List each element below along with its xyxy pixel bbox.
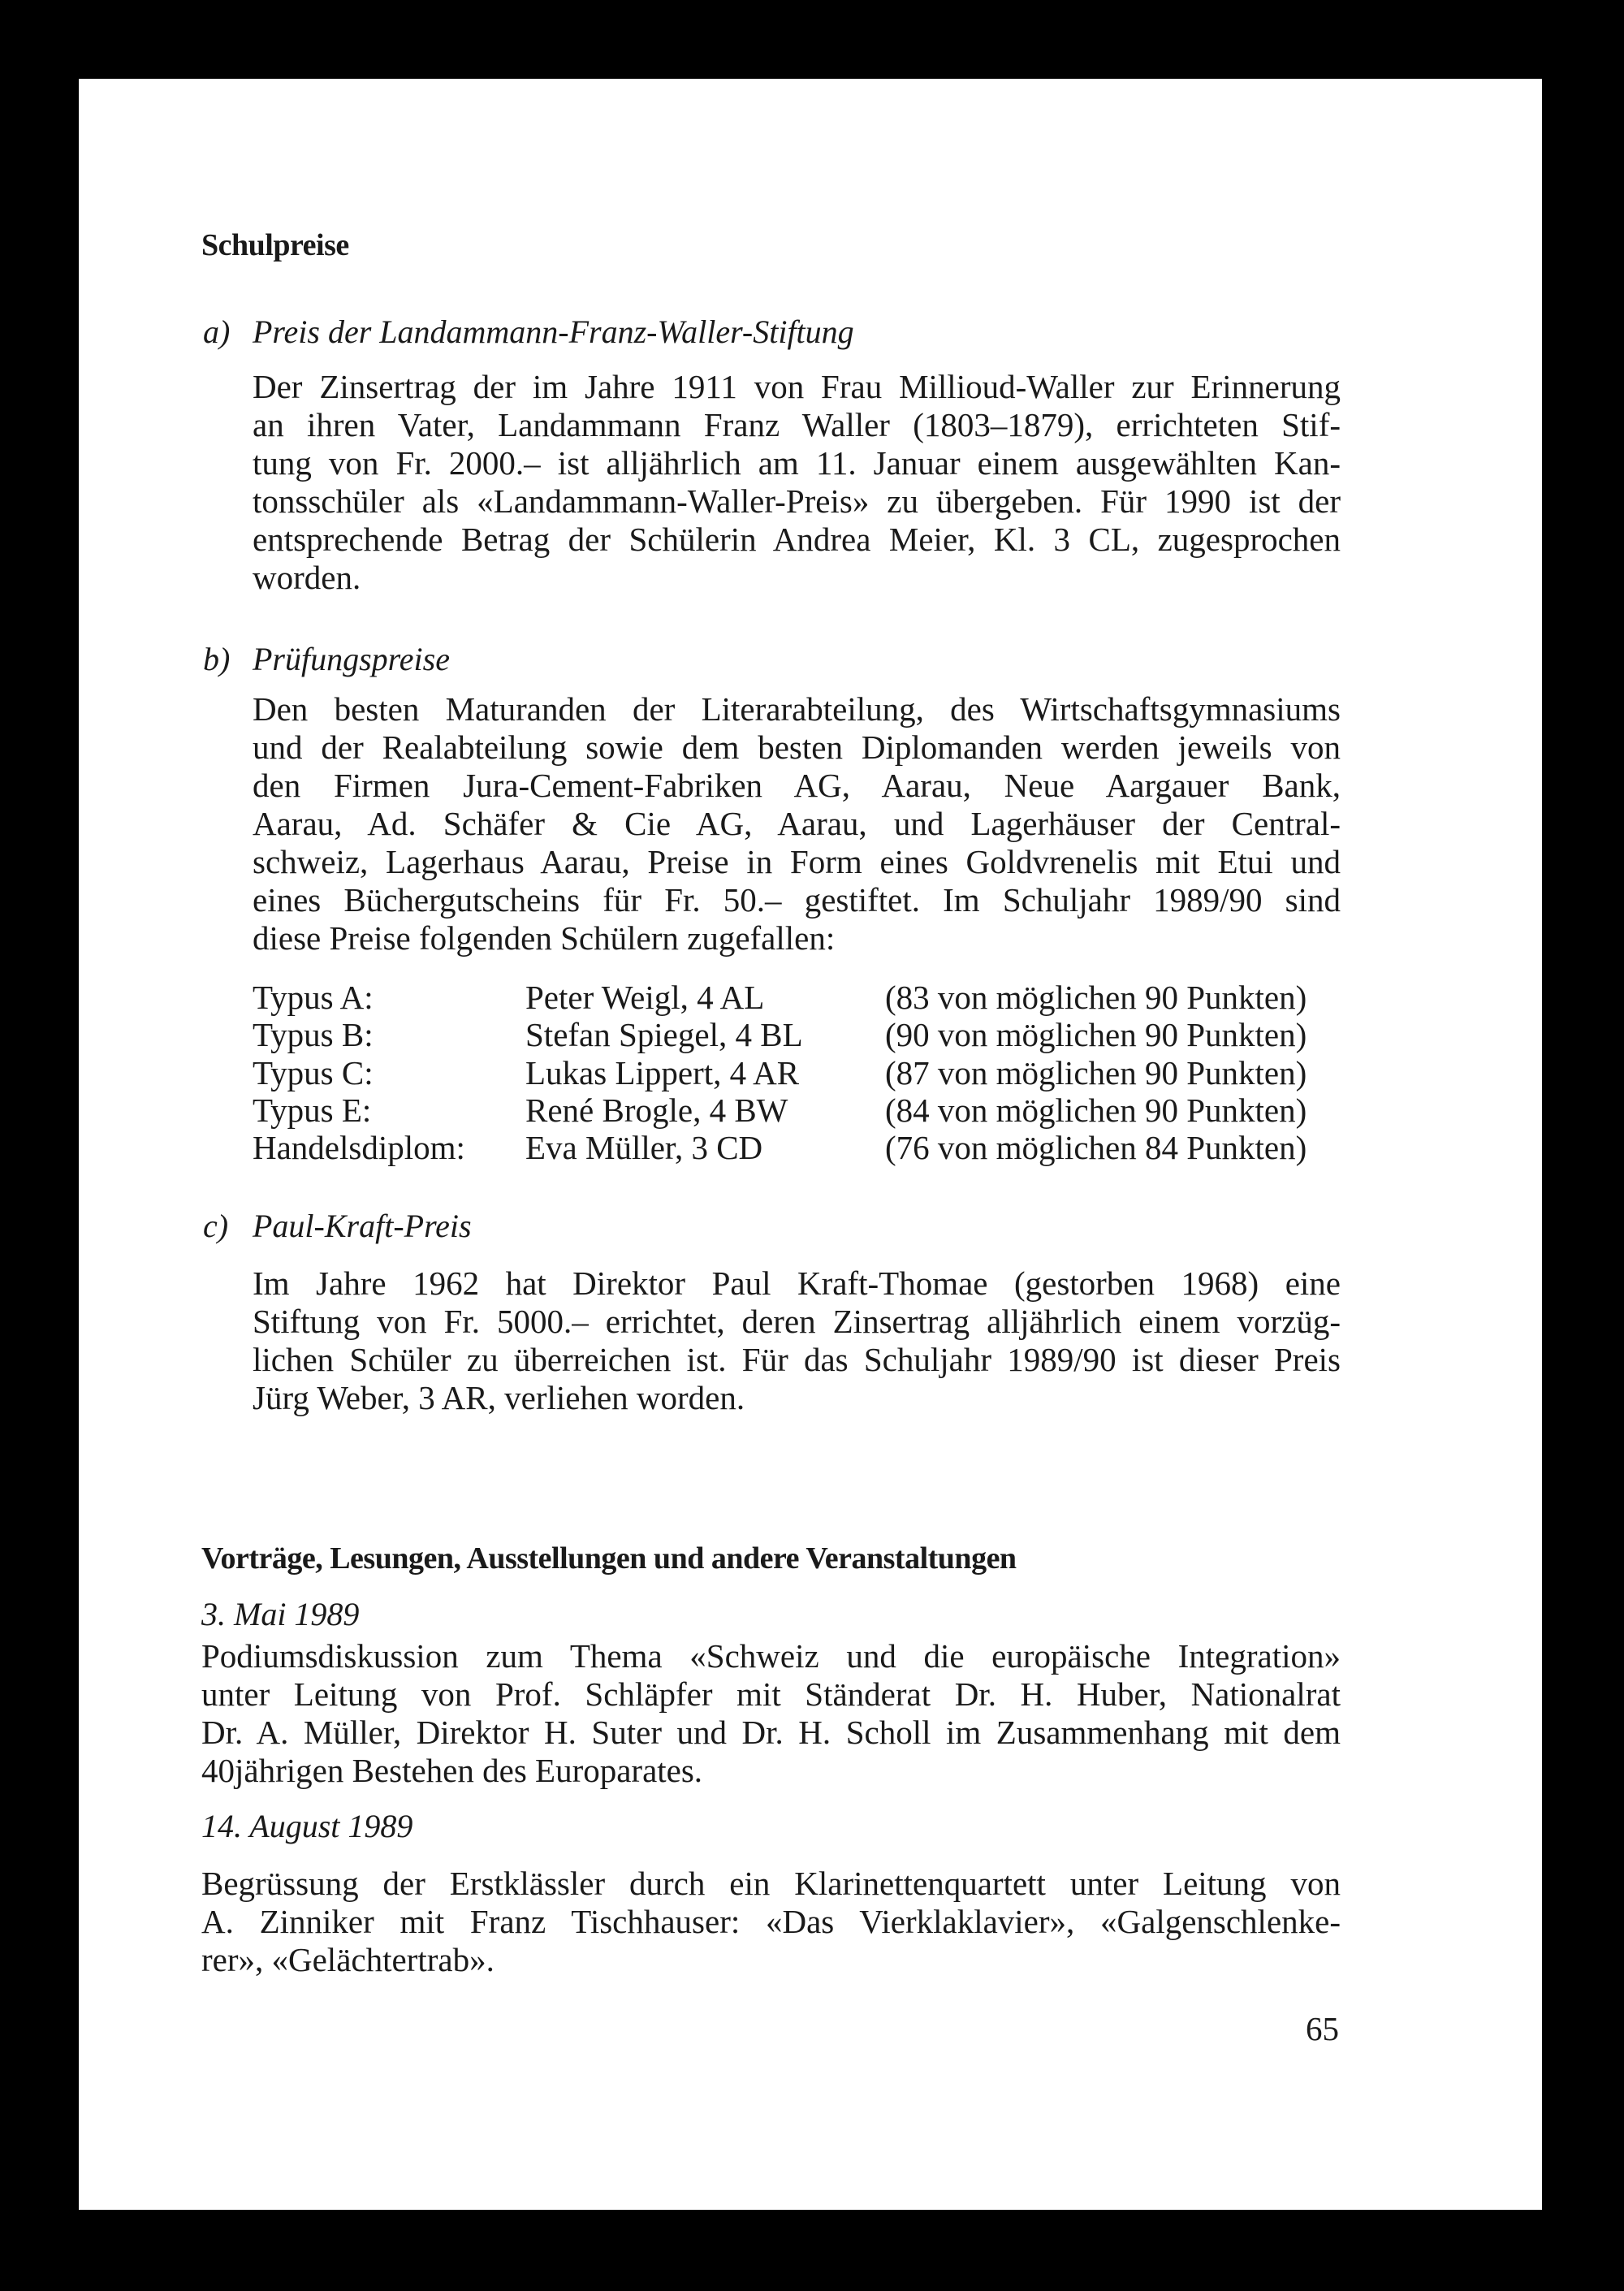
text-line: worden. — [253, 559, 361, 596]
section-heading-veranstaltungen: Vorträge, Lesungen, Ausstellungen und andere Veranstaltungen — [201, 1541, 1017, 1576]
winner-score: (83 von möglichen 90 Punkten) — [885, 979, 1307, 1016]
paragraph-c — [253, 1264, 1341, 1417]
text-line: entsprechende Betrag der Schülerin Andrea Meier, Kl. 3 CL, zugesprochen — [253, 521, 1341, 558]
paragraph-b — [253, 690, 1341, 957]
subsection-c-title: Paul-Kraft-Preis — [253, 1208, 472, 1244]
paragraph-a — [253, 368, 1341, 597]
section-heading-schulpreise: Schulpreise — [201, 228, 349, 262]
winner-score: (76 von möglichen 84 Punkten) — [885, 1129, 1307, 1167]
page-number: 65 — [1306, 2010, 1339, 2047]
winner-type: Typus E: — [253, 1091, 372, 1129]
winner-name: René Brogle, 4 BW — [525, 1091, 788, 1129]
text-line: diese Preise folgenden Schülern zugefallen: — [253, 919, 836, 957]
winner-score: (84 von möglichen 90 Punkten) — [885, 1091, 1307, 1129]
text-line: den Firmen Jura-Cement-Fabriken AG, Aarau, Neue Aargauer Bank, — [253, 767, 1341, 804]
winner-type: Typus A: — [253, 979, 374, 1016]
text-line: Im Jahre 1962 hat Direktor Paul Kraft-Thomae (gestorben 1968) eine — [253, 1264, 1341, 1302]
subsection-a-marker: a) — [203, 313, 231, 350]
text-line: tung von Fr. 2000.– ist alljährlich am 11. Januar einem ausgewählten Kan- — [253, 444, 1341, 482]
event-description — [201, 1637, 1341, 1790]
text-line: unter Leitung von Prof. Schläpfer mit Ständerat Dr. H. Huber, Nationalrat — [201, 1675, 1341, 1713]
event-date: 14. August 1989 — [201, 1808, 413, 1844]
subsection-a-title: Preis der Landammann-Franz-Waller-Stiftung — [253, 313, 854, 350]
text-line: an ihren Vater, Landammann Franz Waller (1803–1879), errichteten Stif- — [253, 406, 1341, 443]
text-line: eines Büchergutscheins für Fr. 50.– gestiftet. Im Schuljahr 1989/90 sind — [253, 881, 1341, 919]
winner-type: Handelsdiplom: — [253, 1129, 465, 1167]
text-line: 40jährigen Bestehen des Europarates. — [201, 1752, 703, 1789]
subsection-b-marker: b) — [203, 641, 231, 677]
winner-score: (87 von möglichen 90 Punkten) — [885, 1053, 1307, 1091]
text-line: schweiz, Lagerhaus Aarau, Preise in Form eines Goldvrenelis mit Etui und — [253, 843, 1341, 880]
subsection-c-marker: c) — [203, 1208, 229, 1244]
text-line: und der Realabteilung sowie dem besten Diplomanden werden jeweils von — [253, 728, 1341, 766]
winner-score: (90 von möglichen 90 Punkten) — [885, 1016, 1307, 1054]
event-date: 3. Mai 1989 — [201, 1596, 360, 1632]
text-line: Aarau, Ad. Schäfer & Cie AG, Aarau, und Lagerhäuser der Central- — [253, 805, 1341, 842]
winner-name: Eva Müller, 3 CD — [525, 1129, 763, 1167]
event-description — [201, 1865, 1341, 1979]
winner-type: Typus B: — [253, 1016, 374, 1054]
subsection-b-title: Prüfungspreise — [253, 641, 450, 677]
text-line: Jürg Weber, 3 AR, verliehen worden. — [253, 1379, 745, 1416]
winner-type: Typus C: — [253, 1053, 374, 1091]
text-line: Dr. A. Müller, Direktor H. Suter und Dr. H. Scholl im Zusammenhang mit dem — [201, 1714, 1341, 1751]
text-line: lichen Schüler zu überreichen ist. Für das Schuljahr 1989/90 ist dieser Preis — [253, 1341, 1341, 1378]
winner-name: Peter Weigl, 4 AL — [525, 979, 765, 1016]
text-line: Begrüssung der Erstklässler durch ein Klarinettenquartett unter Leitung von — [201, 1865, 1341, 1902]
text-line: tonsschüler als «Landammann-Waller-Preis» zu übergeben. Für 1990 ist der — [253, 482, 1341, 520]
text-line: A. Zinniker mit Franz Tischhauser: «Das Vierklaklavier», «Galgenschlenke- — [201, 1903, 1341, 1940]
text-line: Stiftung von Fr. 5000.– errichtet, deren Zinsertrag alljährlich einem vorzüg- — [253, 1303, 1341, 1340]
text-line: rer», «Gelächtertrab». — [201, 1941, 495, 1978]
text-line: Den besten Maturanden der Literarabteilung, des Wirtschaftsgymnasiums — [253, 690, 1341, 728]
text-line: Der Zinsertrag der im Jahre 1911 von Frau Millioud-Waller zur Erinnerung — [253, 368, 1341, 405]
text-line: Podiumsdiskussion zum Thema «Schweiz und die europäische Integration» — [201, 1637, 1341, 1675]
winner-name: Lukas Lippert, 4 AR — [525, 1053, 800, 1091]
winner-name: Stefan Spiegel, 4 BL — [525, 1016, 803, 1054]
